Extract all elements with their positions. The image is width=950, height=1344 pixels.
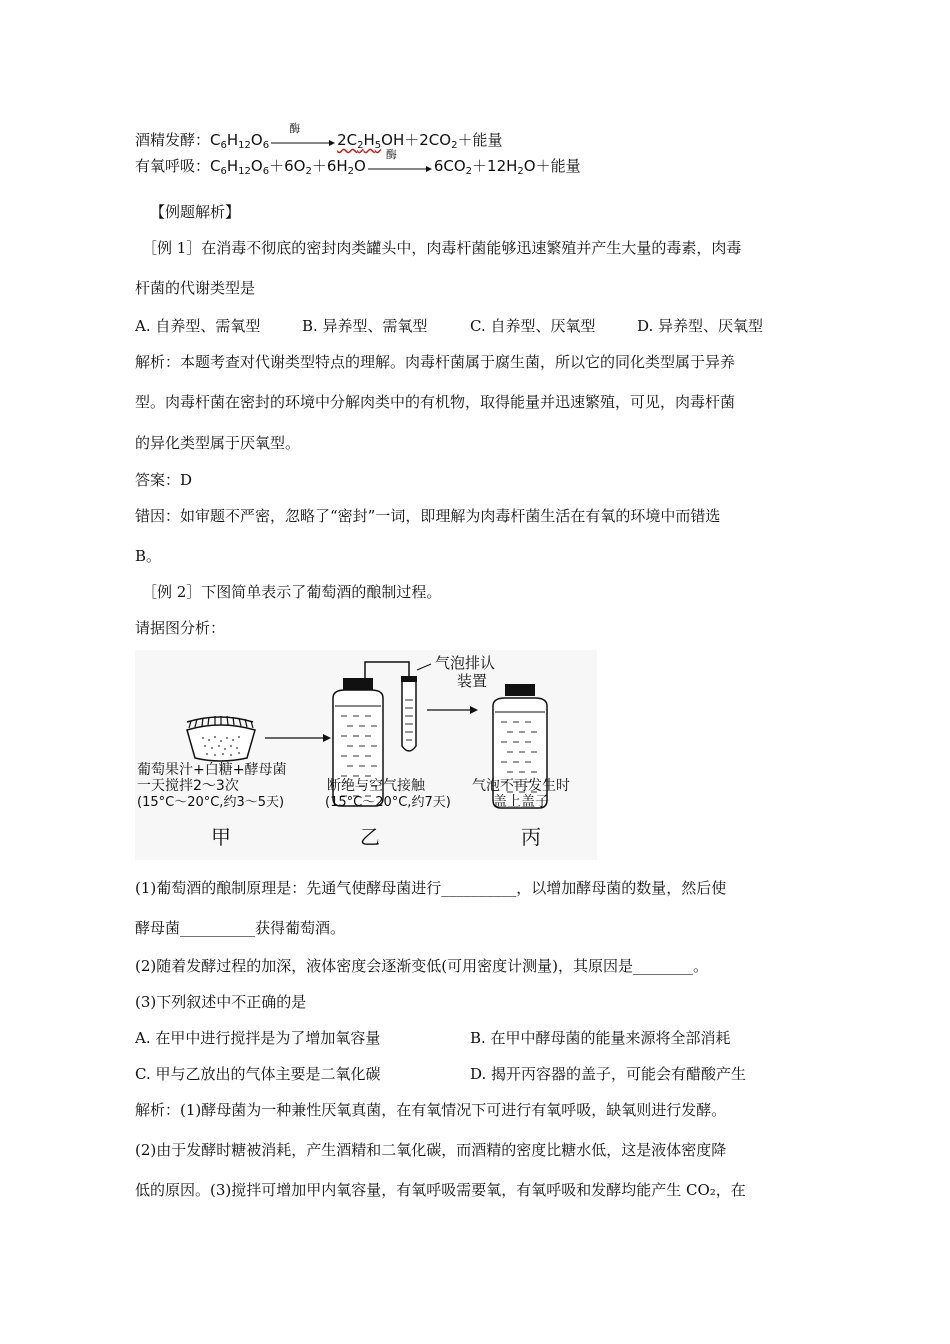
caption-yi-1: 断绝与空气接触 bbox=[327, 778, 425, 794]
section-title: 【例题解析】 bbox=[150, 203, 241, 221]
reaction-arrow bbox=[271, 121, 335, 149]
equation-product: $2C_2H_5OH+2CO_2+$能量 bbox=[337, 131, 503, 151]
equation-label: 酒精发酵： bbox=[135, 131, 211, 149]
ex1-error-line1: 错因：如审题不严密，忽略了“密封”一词，即理解为肉毒杆菌生活在有氧的环境中而错选 bbox=[135, 507, 721, 525]
caption-jia-3: (15°C～20°C,约3～5天) bbox=[137, 795, 285, 810]
ex1-option-d: D. 异养型、厌氧型 bbox=[637, 317, 764, 335]
bubble-device bbox=[401, 676, 417, 751]
equation-reactant: $C_6H_{12}O_6+6O_2+6H_2O$ bbox=[210, 157, 366, 177]
caption-jia-2: 一天搅拌2～3次 bbox=[137, 778, 239, 794]
ex2-option-c: C. 甲与乙放出的气体主要是二氧化碳 bbox=[135, 1065, 381, 1083]
enzyme-label: 酶 bbox=[289, 121, 301, 135]
equation-label: 有氧呼吸： bbox=[135, 157, 211, 175]
ex1-option-c: C. 自养型、厌氧型 bbox=[470, 317, 596, 335]
ex1-analysis-line1: 解析：本题考查对代谢类型特点的理解。肉毒杆菌属于腐生菌，所以它的同化类型属于异养 bbox=[135, 353, 736, 371]
ex2-part2: (2)随着发酵过程的加深，液体密度会逐渐变低(可用密度计测量)，其原因是________。 bbox=[135, 957, 708, 975]
ex1-answer: 答案：D bbox=[135, 471, 193, 489]
ex1-question-line1: ［例 1］在消毒不彻底的密封肉类罐头中，肉毒杆菌能够迅速繁殖并产生大量的毒素，肉毒 bbox=[142, 239, 742, 257]
ex2-part1-line1: (1)葡萄酒的酿制原理是：先通气使酵母菌进行__________，以增加酵母菌的数量，然后使 bbox=[135, 879, 727, 897]
ex1-question-line2: 杆菌的代谢类型是 bbox=[135, 279, 256, 297]
equation-reactant: $C_6H_{12}O_6$ bbox=[210, 131, 270, 151]
ex2-question-line2: 请据图分析： bbox=[135, 619, 226, 637]
ex2-option-a: A. 在甲中进行搅拌是为了增加氧容量 bbox=[135, 1029, 381, 1047]
caption-bing-1: 气泡不再发生时 bbox=[472, 778, 570, 794]
ex2-part3: (3)下列叙述中不正确的是 bbox=[135, 993, 307, 1011]
ex2-option-d: D. 揭开丙容器的盖子，可能会有醋酸产生 bbox=[470, 1065, 747, 1083]
equation-ethanol bbox=[135, 121, 503, 151]
ex1-analysis-line3: 的异化类型属于厌氧型。 bbox=[135, 434, 301, 452]
ex1-analysis-line2: 型。肉毒杆菌在密封的环境中分解肉类中的有机物，取得能量并迅速繁殖，可见，肉毒杆菌 bbox=[135, 393, 736, 411]
equation-product: $6CO_2+12H_2O+$能量 bbox=[433, 157, 581, 177]
ex2-question-line1: ［例 2］下图简单表示了葡萄酒的酿制过程。 bbox=[142, 583, 442, 601]
ex2-analysis-line3: 低的原因。(3)搅拌可增加甲内氧容量，有氧呼吸需要氧，有氧呼吸和发酵均能产生 CO₂，在 bbox=[135, 1181, 746, 1199]
device-label-2: 装置 bbox=[457, 672, 488, 690]
ex2-analysis-line1: 解析：(1)酵母菌为一种兼性厌氧真菌，在有氧情况下可进行有氧呼吸，缺氧则进行发酵。 bbox=[135, 1101, 727, 1119]
reaction-arrow bbox=[368, 147, 432, 175]
stage-label-yi: 乙 bbox=[360, 825, 380, 849]
ex2-analysis-line2: (2)由于发酵时糖被消耗，产生酒精和二氧化碳，而酒精的密度比糖水低，这是液体密度降 bbox=[135, 1141, 727, 1159]
caption-jia-1: 葡萄果汁+白糖+酵母菌 bbox=[137, 762, 287, 778]
ex2-part1-line2: 酵母菌__________获得葡萄酒。 bbox=[135, 919, 346, 937]
caption-yi-2: (15°C～20°C,约7天) bbox=[325, 795, 451, 810]
ex1-error-line2: B。 bbox=[135, 547, 162, 565]
device-label-1: 气泡排认 bbox=[435, 654, 496, 672]
ex1-option-b: B. 异养型、需氧型 bbox=[302, 317, 428, 335]
equation-aerobic bbox=[135, 147, 581, 177]
wine-making-diagram bbox=[135, 650, 597, 860]
stage-label-bing: 丙 bbox=[521, 825, 541, 849]
enzyme-label: 酶 bbox=[385, 147, 397, 161]
caption-bing-2: 盖上盖子 bbox=[493, 794, 549, 810]
ex2-option-b: B. 在甲中酵母菌的能量来源将全部消耗 bbox=[470, 1029, 731, 1047]
diagram-svg bbox=[135, 650, 597, 860]
stage-label-jia: 甲 bbox=[211, 825, 231, 849]
ex1-option-a: A. 自养型、需氧型 bbox=[135, 317, 261, 335]
